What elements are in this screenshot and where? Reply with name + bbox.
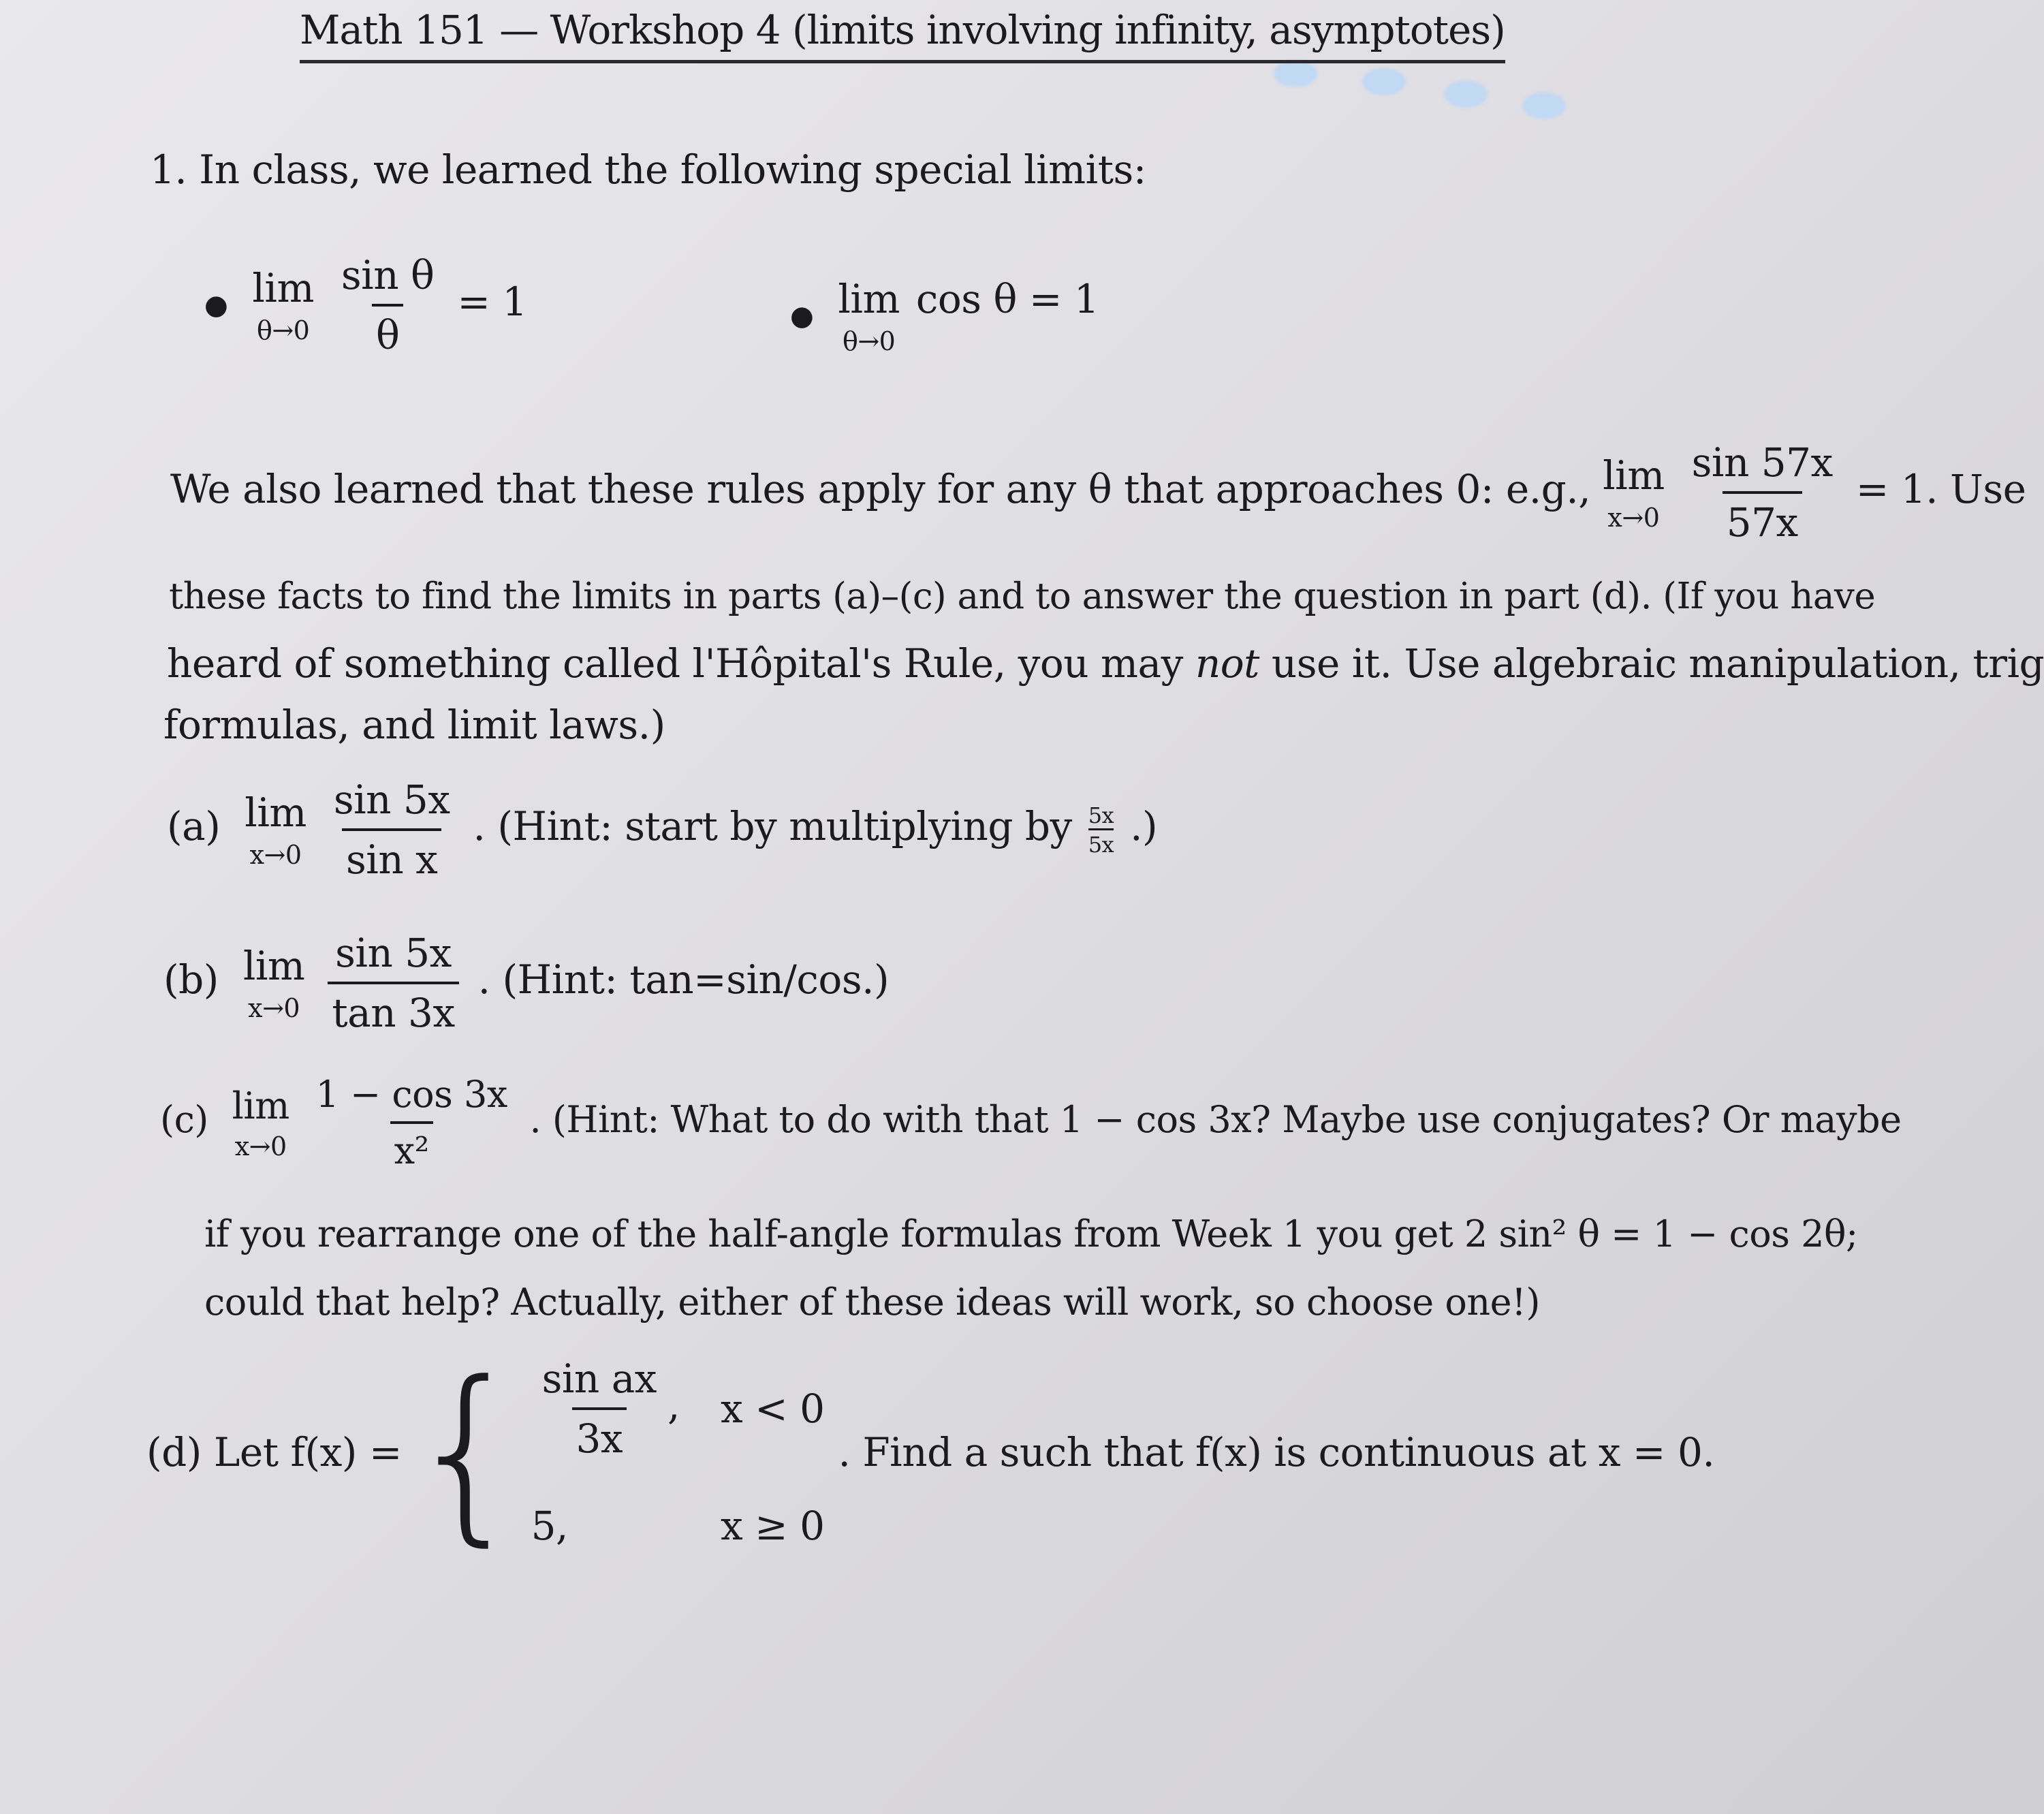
limit-operator: lim x→0 bbox=[245, 789, 306, 870]
hint-fraction: $\frac{5x}{5x}$ bbox=[1088, 802, 1114, 858]
page-title: Math 151 — Workshop 4 (limits involving infinity, asymptotes) bbox=[300, 7, 1505, 63]
glare-dot-1 bbox=[1274, 60, 1317, 87]
emphasis-not: not bbox=[1195, 640, 1259, 687]
glare-dot-3 bbox=[1444, 80, 1488, 108]
fraction: $\frac{\sin 57x}{57x}$ bbox=[1691, 439, 1833, 546]
limit-operator: lim θ→0 bbox=[838, 276, 900, 356]
part-label: (d) bbox=[146, 1429, 202, 1475]
problem-number: 1. bbox=[150, 146, 187, 193]
piecewise-cases bbox=[531, 1356, 825, 1549]
part-d bbox=[146, 1341, 1715, 1563]
fraction: $\frac{\sin 5x}{\tan 3x}$ bbox=[328, 930, 458, 1036]
left-brace-icon: { bbox=[405, 1341, 527, 1563]
paragraph-line-3: heard of something called l'Hôpital's Rule, you may not use it. Use algebraic manipulation, trig bbox=[167, 640, 2044, 687]
fraction: $\frac{\text{sin ax}}{3x}$ bbox=[541, 1356, 657, 1462]
part-label: (c) bbox=[160, 1098, 208, 1141]
case-1-condition: x < 0 bbox=[720, 1386, 825, 1432]
part-c: (c) lim x→0 $\frac{1 - \cos 3x}{\text{x²}}$ . (Hint: What to do with that 1 − cos 3x? Maybe use conjugates? Or maybe bbox=[160, 1073, 1902, 1172]
limit-operator: lim x→0 bbox=[232, 1084, 289, 1161]
limit-operator: lim x→0 bbox=[1603, 452, 1665, 533]
part-b: (b) lim x→0 $\frac{\sin 5x}{\tan 3x}$ . (Hint: tan=sin/cos.) bbox=[163, 930, 890, 1036]
paragraph-line-1: We also learned that these rules apply for any θ that approaches 0: e.g., lim x→0 $\frac{\sin 57x}{57x}$ = 1. Use bbox=[170, 439, 2026, 546]
bullet-icon: ● bbox=[204, 290, 228, 321]
fraction: $\frac{\sin 5x}{\text{sin x}}$ bbox=[333, 777, 450, 883]
fraction: $\frac{1 - \cos 3x}{\text{x²}}$ bbox=[315, 1073, 507, 1172]
case-2-value: 5, bbox=[531, 1503, 568, 1549]
problem-intro bbox=[150, 146, 1146, 193]
part-c-hint-line-3: could that help? Actually, either of these ideas will work, so choose one!) bbox=[204, 1281, 1540, 1324]
special-limit-1: ● lim θ→0 $\frac{\text{sin θ}}{\theta}$ = 1 bbox=[204, 252, 527, 358]
glare-dot-2 bbox=[1362, 68, 1406, 95]
glare-dot-4 bbox=[1522, 92, 1566, 119]
paragraph-line-4: formulas, and limit laws.) bbox=[163, 702, 665, 748]
limit-operator: lim θ→0 bbox=[252, 265, 314, 345]
part-d-question: . Find a such that f(x) is continuous at x = 0. bbox=[838, 1429, 1715, 1475]
intro-text: In class, we learned the following special limits: bbox=[199, 146, 1146, 193]
part-a: (a) lim x→0 $\frac{\sin 5x}{\text{sin x}}$ . (Hint: start by multiplying by $\frac{5x}{5x}$ .) bbox=[167, 777, 1158, 883]
fraction: $\frac{\text{sin θ}}{\theta}$ bbox=[341, 252, 435, 358]
bullet-icon: ● bbox=[790, 300, 814, 332]
part-c-hint-line-2: if you rearrange one of the half-angle formulas from Week 1 you get 2 sin² θ = 1 − cos 2θ; bbox=[204, 1213, 1858, 1255]
part-label: (b) bbox=[163, 956, 219, 1003]
paragraph-line-2: these facts to find the limits in parts (a)–(c) and to answer the question in part (d). (If you have bbox=[169, 576, 1876, 617]
case-2-condition: x ≥ 0 bbox=[720, 1503, 825, 1549]
limit-operator: lim x→0 bbox=[242, 943, 305, 1023]
part-label: (a) bbox=[167, 803, 221, 850]
case-1-value: $\frac{\text{sin ax}}{3x}$ , bbox=[531, 1356, 680, 1462]
function-definition: Let f(x) = bbox=[213, 1429, 402, 1475]
special-limit-2: ● lim θ→0 cos θ = 1 bbox=[790, 276, 1099, 356]
